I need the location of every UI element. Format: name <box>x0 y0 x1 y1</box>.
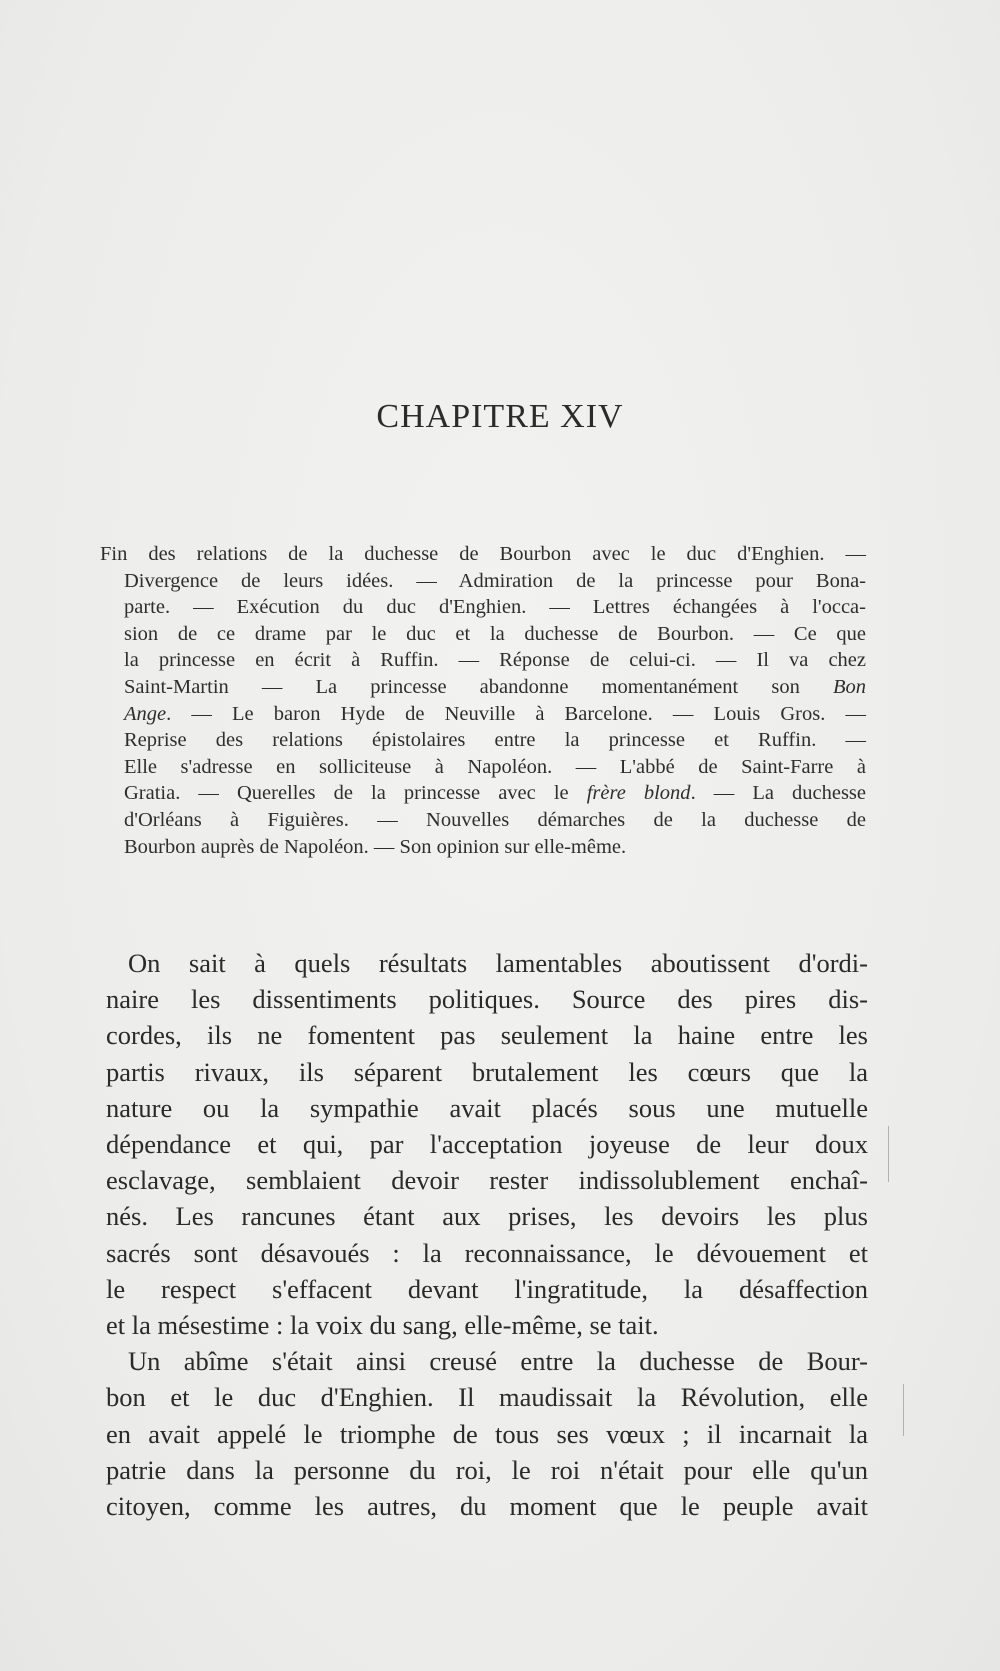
body-line: patrie dans la personne du roi, le roi n'était pour elle qu'un <box>106 1454 868 1485</box>
summary-italic-frere: frère blond <box>586 782 691 805</box>
summary-italic-bon: Bon <box>832 675 867 698</box>
summary-line-text: . — Le baron Hyde de Neuville à Barcelone. — Louis Gros. — <box>166 702 866 725</box>
body-line: citoyen, comme les autres, du moment que le peuple avait <box>106 1491 868 1522</box>
summary-line: sion de ce drame par le duc et la duchesse de Bourbon. — Ce que <box>124 622 866 645</box>
summary-line-text: Saint-Martin — La princesse abandonne momentanément son <box>124 675 800 698</box>
body-line: bon et le duc d'Enghien. Il maudissait la Révolution, elle <box>106 1382 868 1413</box>
body-line: sacrés sont désavoués : la reconnaissance, le dévouement et <box>106 1237 868 1268</box>
chapter-summary <box>100 541 866 860</box>
body-line: cordes, ils ne fomentent pas seulement la haine entre les <box>106 1020 868 1051</box>
summary-line: la princesse en écrit à Ruffin. — Réponse de celui-ci. — Il va chez <box>124 649 866 672</box>
body-line: partis rivaux, ils séparent brutalement les cœurs que la <box>106 1056 868 1087</box>
summary-line: Fin des relations de la duchesse de Bourbon avec le duc d'Enghien. — <box>100 543 866 565</box>
summary-line <box>100 701 866 728</box>
summary-line: Divergence de leurs idées. — Admiration de la princesse pour Bona- <box>124 569 866 592</box>
chapter-title: CHAPITRE XIV <box>376 398 624 435</box>
body-line: esclavage, semblaient devoir rester indissolublement enchaî- <box>106 1165 868 1196</box>
summary-line-tail: . — La duchesse <box>690 782 867 805</box>
body-text <box>106 945 868 1524</box>
body-line: On sait à quels résultats lamentables aboutissent d'ordi- <box>128 948 868 978</box>
margin-mark <box>888 1126 889 1182</box>
body-line: nature ou la sympathie avait placés sous une mutuelle <box>106 1092 868 1123</box>
summary-line: Reprise des relations épistolaires entre la princesse et Ruffin. — <box>124 729 866 752</box>
margin-mark <box>903 1384 904 1436</box>
summary-line <box>100 674 866 701</box>
summary-line-text: Gratia. — Querelles de la princesse avec le <box>124 782 569 805</box>
body-line: Un abîme s'était ainsi creusé entre la duchesse de Bour- <box>128 1346 868 1377</box>
summary-line: Elle s'adresse en solliciteuse à Napoléon. — L'abbé de Saint-Farre à <box>124 755 866 778</box>
body-line: naire les dissentiments politiques. Source des pires dis- <box>106 984 868 1015</box>
summary-line: Bourbon auprès de Napoléon. — Son opinion sur elle-même. <box>124 835 627 858</box>
body-line: en avait appelé le triomphe de tous ses vœux ; il incarnait la <box>106 1418 868 1449</box>
summary-line: parte. — Exécution du duc d'Enghien. — Lettres échangées à l'occa- <box>124 596 866 619</box>
body-line: nés. Les rancunes étant aux prises, les devoirs les plus <box>106 1201 868 1232</box>
summary-line <box>100 780 866 807</box>
body-line: et la mésestime : la voix du sang, elle-même, se tait. <box>106 1310 659 1341</box>
body-line: le respect s'effacent devant l'ingratitude, la désaffection <box>106 1273 868 1304</box>
summary-italic-ange: Ange <box>124 702 167 725</box>
summary-line: d'Orléans à Figuières. — Nouvelles démarches de la duchesse de <box>124 808 866 831</box>
body-line: dépendance et qui, par l'acceptation joyeuse de leur doux <box>106 1129 868 1160</box>
